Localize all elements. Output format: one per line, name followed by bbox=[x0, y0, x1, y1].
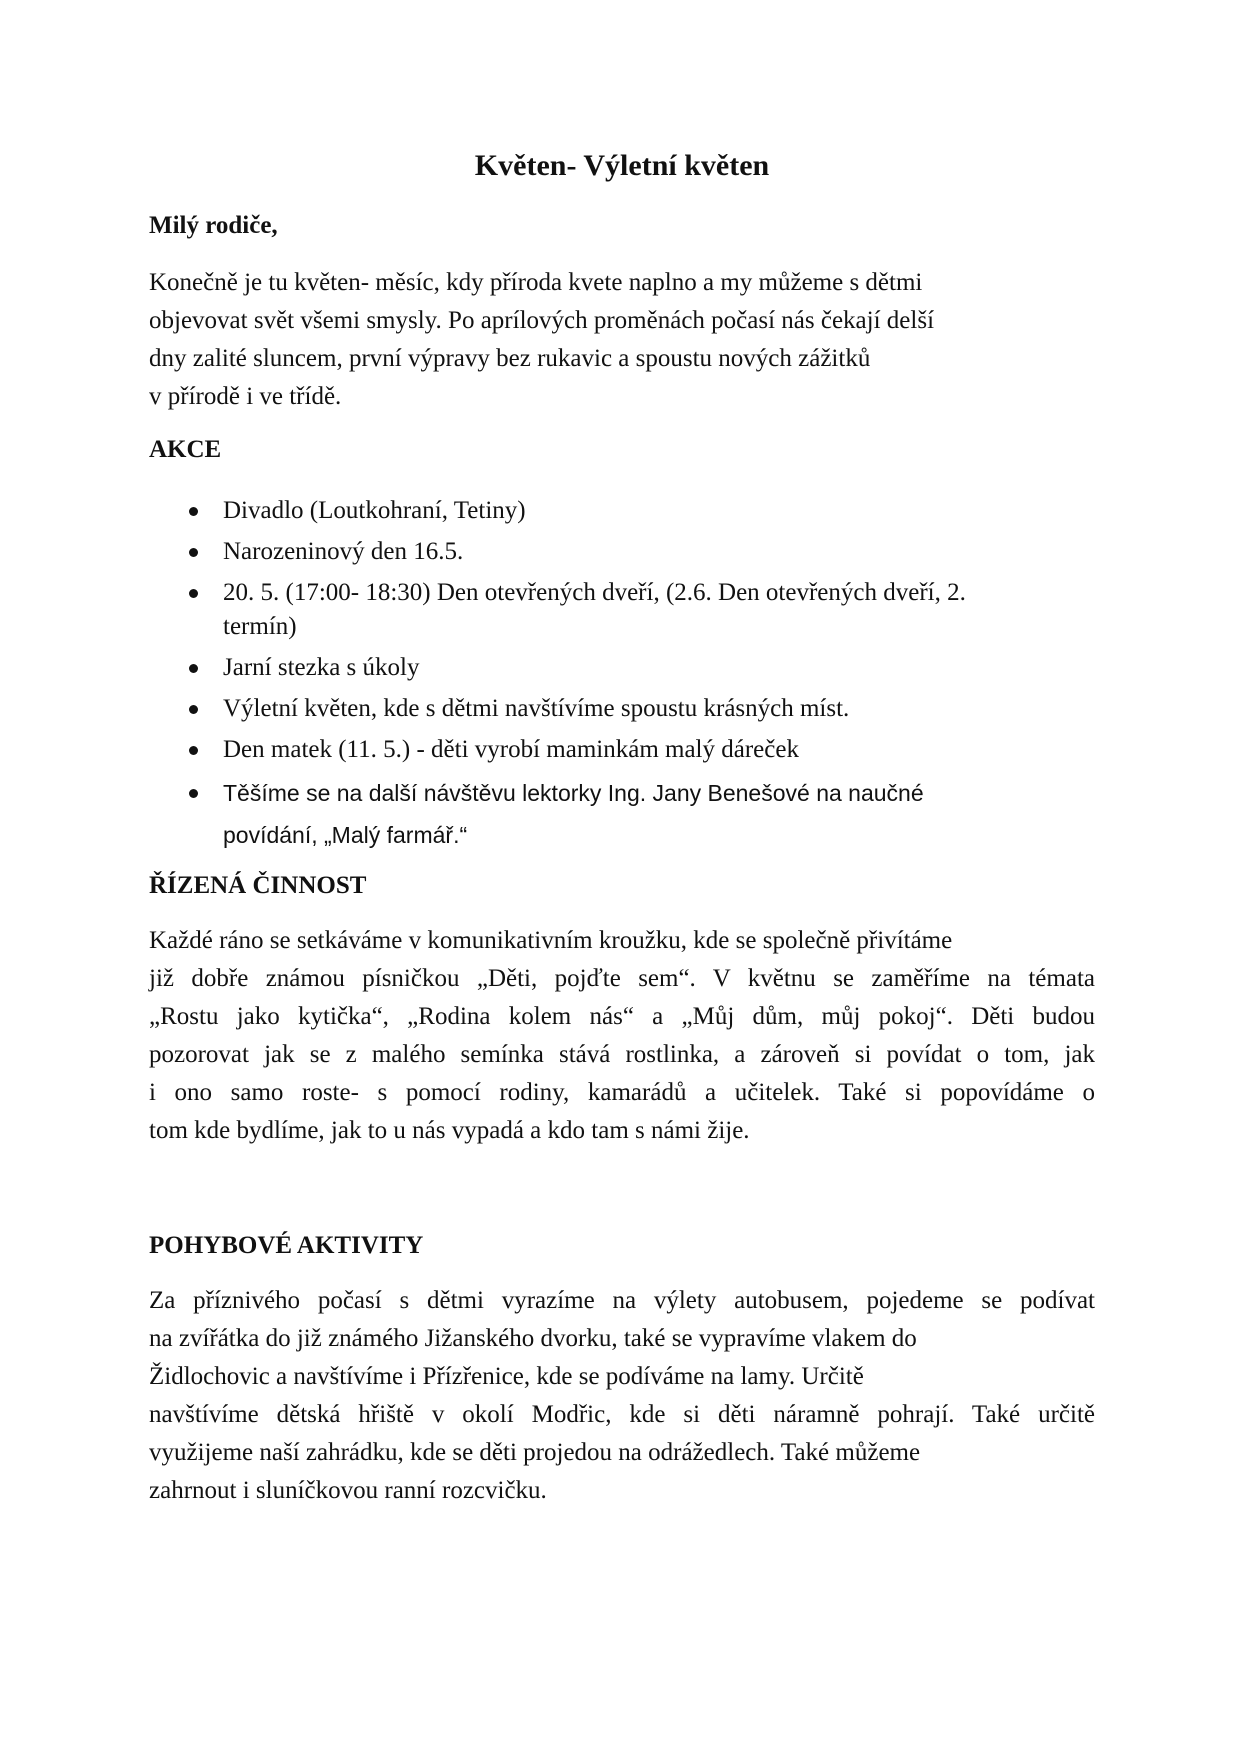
bullet-icon bbox=[189, 507, 198, 516]
list-item bbox=[149, 649, 1095, 687]
list-item-text: termín) bbox=[223, 613, 297, 640]
list-item-text: povídání, „Malý farmář.“ bbox=[223, 822, 468, 848]
bullet-icon bbox=[189, 548, 198, 557]
bullet-icon bbox=[189, 664, 198, 673]
list-item-text: Narozeninový den 16.5. bbox=[223, 538, 464, 565]
paragraph-line: Židlochovic a navštívíme i Přízřenice, kde se podíváme na lamy. Určitě bbox=[149, 1363, 864, 1390]
greeting: Milý rodiče, bbox=[149, 212, 278, 239]
paragraph-line: navštívíme dětská hřiště v okolí Modřic, kde si děti náramně pohrají. Také určitě bbox=[149, 1401, 1095, 1428]
intro-line: dny zalité sluncem, první výpravy bez rukavic a spoustu nových zážitků bbox=[149, 345, 871, 372]
paragraph-line: „Rostu jako kytička“, „Rodina kolem nás“ a „Můj dům, můj pokoj“. Děti budou bbox=[149, 1003, 1095, 1030]
list-item-text: Den matek (11. 5.) - děti vyrobí maminkám malý dáreček bbox=[223, 736, 799, 763]
paragraph-line: na zvířátka do již známého Jižanského dvorku, také se vypravíme vlakem do bbox=[149, 1325, 917, 1352]
list-item bbox=[149, 492, 1095, 530]
intro-line: objevovat svět všemi smysly. Po aprílových proměnách počasí nás čekají delší bbox=[149, 307, 935, 334]
bullet-icon bbox=[189, 789, 198, 798]
list-item bbox=[149, 731, 1095, 769]
bullet-icon bbox=[189, 705, 198, 714]
intro-paragraph bbox=[149, 264, 1095, 416]
section-heading-rizena-cinnost: ŘÍZENÁ ČINNOST bbox=[149, 872, 367, 899]
section-heading-pohybove-aktivity: POHYBOVÉ AKTIVITY bbox=[149, 1232, 424, 1259]
list-item-text: 20. 5. (17:00- 18:30) Den otevřených dveří, (2.6. Den otevřených dveří, 2. bbox=[223, 579, 966, 606]
intro-line: v přírodě i ve třídě. bbox=[149, 383, 342, 410]
document-title: Květen- Výletní květen bbox=[474, 149, 770, 182]
list-item bbox=[149, 533, 1095, 571]
section-heading-akce: AKCE bbox=[149, 436, 222, 463]
akce-list bbox=[149, 492, 1095, 856]
list-item-text: Těšíme se na další návštěvu lektorky Ing. Jany Benešové na naučné bbox=[223, 780, 924, 806]
paragraph-line: tom kde bydlíme, jak to u nás vypadá a kdo tam s námi žije. bbox=[149, 1117, 750, 1144]
list-item bbox=[149, 772, 1095, 856]
bullet-icon bbox=[189, 746, 198, 755]
list-item bbox=[149, 690, 1095, 728]
list-item-text: Divadlo (Loutkohraní, Tetiny) bbox=[223, 497, 526, 524]
rizena-paragraph bbox=[149, 922, 1095, 1150]
paragraph-line: již dobře známou písničkou „Děti, pojďte sem“. V květnu se zaměříme na témata bbox=[149, 965, 1095, 992]
list-item-text: Jarní stezka s úkoly bbox=[223, 654, 420, 681]
list-item-text: Výletní květen, kde s dětmi navštívíme spoustu krásných míst. bbox=[223, 695, 850, 722]
paragraph-line: Za příznivého počasí s dětmi vyrazíme na výlety autobusem, pojedeme se podívat bbox=[149, 1287, 1095, 1314]
paragraph-line: pozorovat jak se z malého semínka stává rostlinka, a zároveň si povídat o tom, jak bbox=[149, 1041, 1095, 1068]
paragraph-line: zahrnout i sluníčkovou ranní rozcvičku. bbox=[149, 1477, 547, 1504]
paragraph-line: využijeme naší zahrádku, kde se děti projedou na odrážedlech. Také můžeme bbox=[149, 1439, 921, 1466]
intro-line: Konečně je tu květen- měsíc, kdy příroda kvete naplno a my můžeme s dětmi bbox=[149, 269, 923, 296]
bullet-icon bbox=[189, 589, 198, 598]
list-item bbox=[149, 574, 1095, 646]
document-content bbox=[149, 148, 1095, 1510]
paragraph-line: Každé ráno se setkáváme v komunikativním kroužku, kde se společně přivítáme bbox=[149, 927, 953, 954]
paragraph-line: i ono samo roste- s pomocí rodiny, kamarádů a učitelek. Také si popovídáme o bbox=[149, 1079, 1095, 1106]
pohyb-paragraph bbox=[149, 1282, 1095, 1510]
